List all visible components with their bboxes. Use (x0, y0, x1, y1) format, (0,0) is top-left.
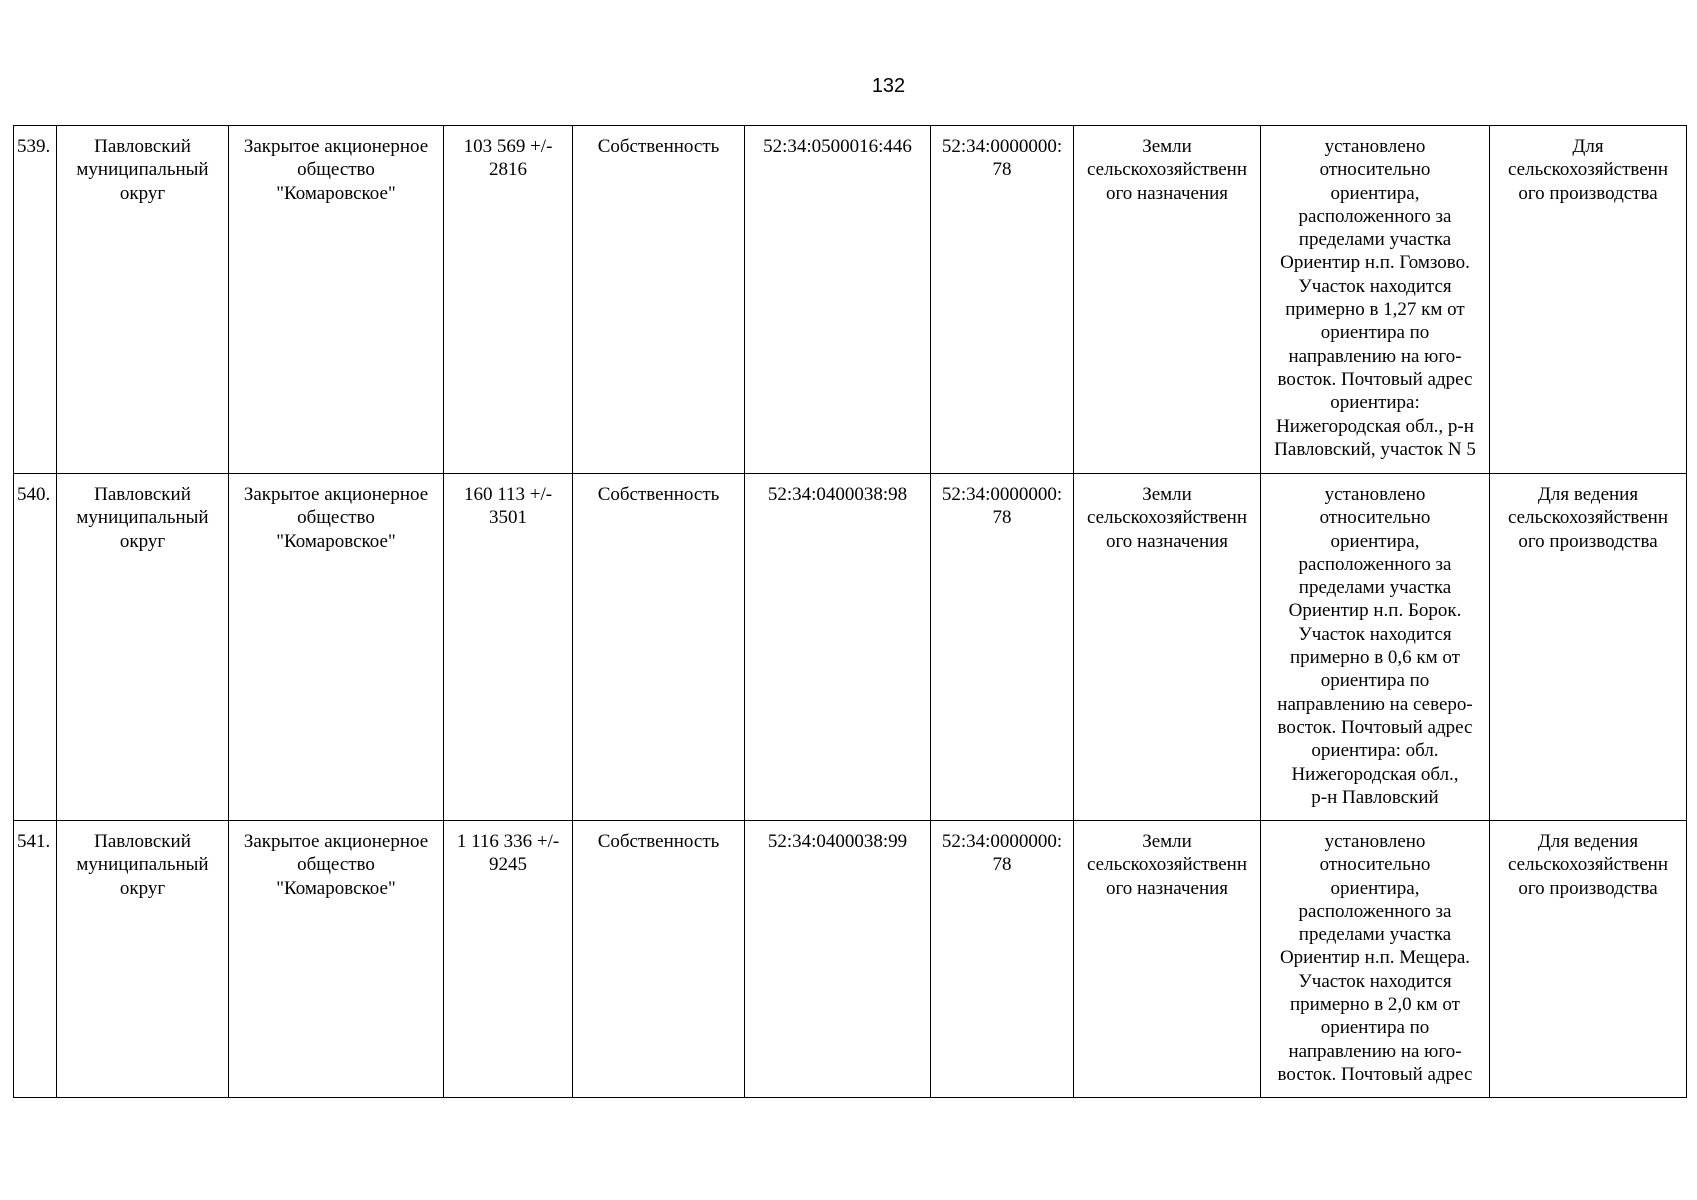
owner-cell (229, 474, 444, 821)
right-type: Собственность (597, 136, 720, 157)
right-type-cell (573, 821, 745, 1098)
right-type: Собственность (597, 831, 720, 852)
municipality: Павловский муниципальный округ (76, 136, 209, 204)
owner: Закрытое акционерное общество "Комаровское" (243, 136, 429, 204)
land-category-cell (1074, 126, 1261, 474)
owner-cell (229, 126, 444, 474)
cadastral-number-cell (745, 821, 931, 1098)
parent-cadastral-number: 52:34:0000000: 78 (941, 831, 1063, 876)
table-row (14, 126, 1687, 474)
row-number-cell (14, 474, 57, 821)
municipality: Павловский муниципальный округ (76, 831, 209, 899)
cadastral-number: 52:34:0400038:99 (767, 831, 908, 852)
area: 1 116 336 +/- 9245 (456, 831, 560, 876)
parent-cadastral-cell (931, 821, 1074, 1098)
location-description: установлено относительно ориентира, расположенного за пределами участка Ориентир н.п. Мещера. Участок находится примерно в 2,0 км от ориентира по направлению на юго- восток. Почтовый адрес (1277, 831, 1473, 1085)
cadastral-number: 52:34:0500016:446 (763, 136, 912, 157)
owner-cell (229, 821, 444, 1098)
right-type: Собственность (597, 484, 720, 505)
row-number: 541. (17, 831, 51, 852)
permitted-use: Для ведения сельскохозяйственн ого производства (1507, 831, 1669, 899)
area-cell (444, 126, 573, 474)
page-number: 132 (871, 75, 906, 97)
parent-cadastral-cell (931, 474, 1074, 821)
row-number: 539. (17, 136, 51, 157)
area: 103 569 +/- 2816 (463, 136, 553, 181)
location-cell (1261, 126, 1490, 474)
land-category: Земли сельскохозяйственн ого назначения (1086, 136, 1248, 204)
location-cell (1261, 821, 1490, 1098)
location-description: установлено относительно ориентира, расположенного за пределами участка Ориентир н.п. Гомзово. Участок находится примерно в 1,27 км от ориентира по направлению на юго- восток. Почтовый адрес ориентира: Нижегородская обл., р-н Павловский, участок N 5 (1274, 136, 1476, 460)
table-row (14, 474, 1687, 821)
location-description: установлено относительно ориентира, расположенного за пределами участка Ориентир н.п. Борок. Участок находится примерно в 0,6 км от ориентира по направлению на северо- восток. Почтовый адрес ориентира: обл. Нижегородская обл., р-н Павловский (1277, 484, 1473, 808)
cadastral-number-cell (745, 474, 931, 821)
right-type-cell (573, 474, 745, 821)
parent-cadastral-number: 52:34:0000000: 78 (941, 484, 1063, 529)
row-number: 540. (17, 484, 51, 505)
row-number-cell (14, 126, 57, 474)
land-category-cell (1074, 474, 1261, 821)
permitted-use: Для ведения сельскохозяйственн ого производства (1507, 484, 1669, 552)
permitted-use-cell (1490, 474, 1687, 821)
parent-cadastral-cell (931, 126, 1074, 474)
location-cell (1261, 474, 1490, 821)
owner: Закрытое акционерное общество "Комаровское" (243, 831, 429, 899)
permitted-use-cell (1490, 821, 1687, 1098)
area-cell (444, 474, 573, 821)
municipality-cell (57, 821, 229, 1098)
row-number-cell (14, 821, 57, 1098)
municipality-cell (57, 474, 229, 821)
land-category: Земли сельскохозяйственн ого назначения (1086, 831, 1248, 899)
land-category-cell (1074, 821, 1261, 1098)
right-type-cell (573, 126, 745, 474)
owner: Закрытое акционерное общество "Комаровское" (243, 484, 429, 552)
land-category: Земли сельскохозяйственн ого назначения (1086, 484, 1248, 552)
permitted-use-cell (1490, 126, 1687, 474)
municipality: Павловский муниципальный округ (76, 484, 209, 552)
land-registry-table (13, 125, 1687, 1098)
area: 160 113 +/- 3501 (463, 484, 553, 529)
table-row (14, 821, 1687, 1098)
cadastral-number-cell (745, 126, 931, 474)
parent-cadastral-number: 52:34:0000000: 78 (941, 136, 1063, 181)
permitted-use: Для сельскохозяйственн ого производства (1507, 136, 1669, 204)
area-cell (444, 821, 573, 1098)
municipality-cell (57, 126, 229, 474)
cadastral-number: 52:34:0400038:98 (767, 484, 908, 505)
